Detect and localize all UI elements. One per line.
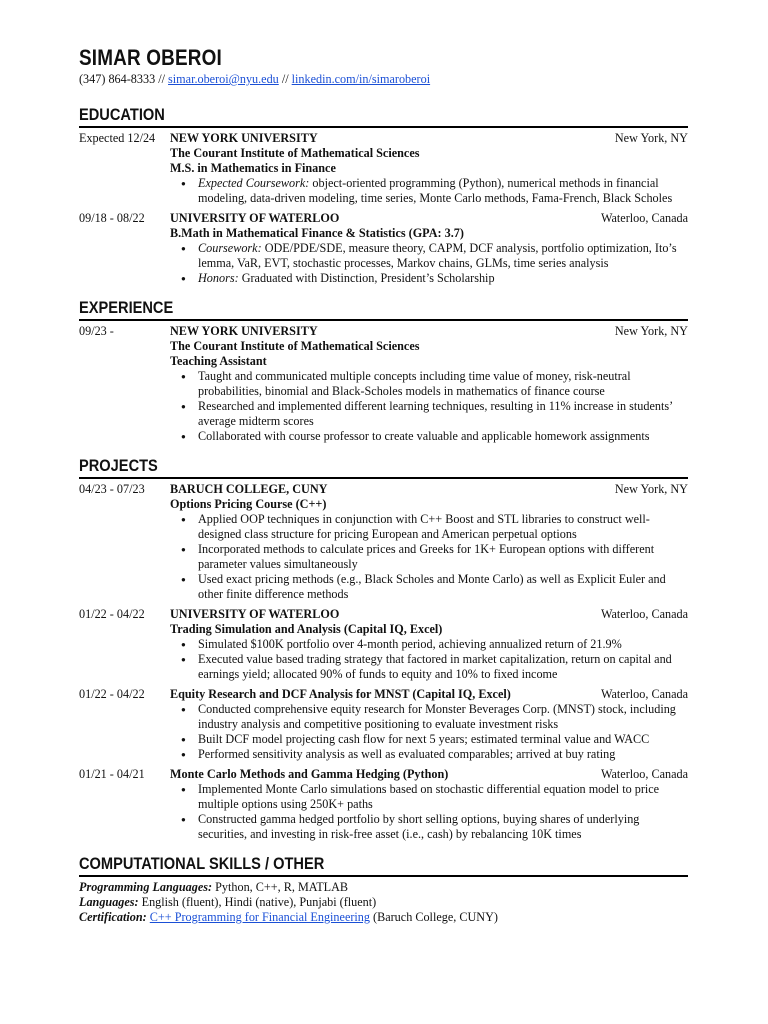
email-link[interactable]: simar.oberoi@nyu.edu — [168, 72, 279, 86]
project-entry-equity-research — [79, 687, 688, 762]
entry-subtitle: Trading Simulation and Analysis (Capital IQ, Excel) — [170, 622, 443, 636]
section-title-experience: EXPERIENCE — [79, 298, 174, 317]
entry-location: Waterloo, Canada — [600, 767, 688, 781]
linkedin-link[interactable]: linkedin.com/in/simaroberoi — [291, 72, 431, 86]
contact-separator: // — [278, 72, 292, 86]
bullet-label: Coursework: — [198, 241, 262, 255]
entry-organization: BARUCH COLLEGE, CUNY — [170, 482, 328, 496]
entry-location: New York, NY — [614, 131, 688, 145]
bullet-text: ODE/PDE/SDE, measure theory, CAPM, DCF analysis, portfolio optimization, Ito’s lemma, VaR, EVT, stochastic processes, Markov chains, GLMs, time series analysis — [198, 241, 677, 270]
bullet-text: Graduated with Distinction, President’s Scholarship — [238, 271, 495, 285]
skill-text: English (fluent), Hindi (native), Punjabi (fluent) — [138, 895, 377, 909]
entry-date: 04/23 - 07/23 — [79, 482, 145, 496]
entry-organization: UNIVERSITY OF WATERLOO — [170, 607, 340, 621]
bullet-item: ● Simulated $100K portfolio over 4-month period, achieving annualized return of 21.9% — [180, 637, 688, 652]
project-entry-trading-simulation — [79, 607, 688, 682]
bullet-item: ● Implemented Monte Carlo simulations based on stochastic differential equation model to price multiple options using 250K+ paths — [180, 782, 688, 812]
entry-date: 09/18 - 08/22 — [79, 211, 145, 225]
section-title-education: EDUCATION — [79, 105, 165, 124]
entry-location: Waterloo, Canada — [600, 607, 688, 621]
bullet-item: ● Built DCF model projecting cash flow for next 5 years; estimated terminal value and WACC — [180, 732, 688, 747]
entry-date: 01/21 - 04/21 — [79, 767, 145, 781]
project-entry-baruch — [79, 482, 688, 602]
experience-section — [79, 298, 688, 444]
entry-location: New York, NY — [614, 482, 688, 496]
resume-page — [79, 44, 688, 925]
education-entry-nyu — [79, 131, 688, 206]
projects-section — [79, 456, 688, 842]
entry-subtitle: Options Pricing Course (C++) — [170, 497, 327, 511]
certification-line — [79, 910, 688, 925]
bullet-label: Honors: — [198, 271, 239, 285]
education-section — [79, 105, 688, 286]
entry-degree: M.S. in Mathematics in Finance — [170, 161, 336, 175]
bullet-item: ● Used exact pricing methods (e.g., Black Scholes and Monte Carlo) as well as Explicit Euler and other finite difference methods — [180, 572, 688, 602]
section-divider — [79, 477, 688, 479]
bullet-item: ● Taught and communicated multiple concepts including time value of money, risk-neutral probabilities, binomial and Black-Scholes models in mathematics of finance course — [180, 369, 688, 399]
section-divider — [79, 319, 688, 321]
bullet-item: ● Applied OOP techniques in conjunction with C++ Boost and STL libraries to construct well-designed class structure for pricing European and American perpetual options — [180, 512, 688, 542]
entry-organization: Monte Carlo Methods and Gamma Hedging (Python) — [170, 767, 449, 781]
entry-location: Waterloo, Canada — [600, 211, 688, 225]
entry-organization: NEW YORK UNIVERSITY — [170, 131, 318, 145]
candidate-name: SIMAR OBEROI — [79, 45, 222, 70]
bullet-item — [180, 271, 688, 286]
languages-line — [79, 895, 688, 910]
bullet-item — [180, 176, 688, 206]
entry-role: Teaching Assistant — [170, 354, 267, 368]
section-divider — [79, 875, 688, 877]
entry-degree: B.Math in Mathematical Finance & Statistics (GPA: 3.7) — [170, 226, 464, 240]
bullet-item: ● Incorporated methods to calculate prices and Greeks for 1K+ European options with different parameter values simultaneously — [180, 542, 688, 572]
bullet-item: ● Conducted comprehensive equity research for Monster Beverages Corp. (MNST) stock, including industry analysis and competitive positioning to evaluate investment risks — [180, 702, 688, 732]
programming-languages-line — [79, 880, 688, 895]
entry-location: Waterloo, Canada — [600, 687, 688, 701]
bullet-item: ● Collaborated with course professor to create valuable and applicable homework assignments — [180, 429, 688, 444]
entry-date: Expected 12/24 — [79, 131, 156, 145]
skill-label: Certification: — [79, 910, 147, 924]
entry-date: 09/23 - — [79, 324, 114, 338]
section-title-projects: PROJECTS — [79, 456, 158, 475]
project-entry-monte-carlo — [79, 767, 688, 842]
entry-organization: Equity Research and DCF Analysis for MNST (Capital IQ, Excel) — [170, 687, 511, 701]
certification-link[interactable]: C++ Programming for Financial Engineering — [149, 910, 370, 924]
skill-text: Python, C++, R, MATLAB — [212, 880, 349, 894]
phone-number: (347) 864-8333 — [79, 72, 156, 86]
experience-entry-nyu — [79, 324, 688, 444]
section-title-skills: COMPUTATIONAL SKILLS / OTHER — [79, 854, 325, 873]
skills-section — [79, 854, 688, 925]
entry-location: New York, NY — [614, 324, 688, 338]
section-divider — [79, 126, 688, 128]
contact-separator: // — [155, 72, 169, 86]
bullet-item: ● Executed value based trading strategy that factored in market capitalization, return on capital and earnings yield; allocated 90% of funds to equity and 10% to fixed income — [180, 652, 688, 682]
contact-line — [79, 72, 688, 87]
bullet-label: Expected Coursework: — [198, 176, 310, 190]
skill-text: (Baruch College, CUNY) — [369, 910, 498, 924]
entry-organization: UNIVERSITY OF WATERLOO — [170, 211, 340, 225]
bullet-item — [180, 241, 688, 271]
entry-organization: NEW YORK UNIVERSITY — [170, 324, 318, 338]
education-entry-waterloo — [79, 211, 688, 286]
bullet-item: ● Performed sensitivity analysis as well as evaluated comparables; arrived at buy rating — [180, 747, 688, 762]
entry-subtitle: The Courant Institute of Mathematical Sciences — [170, 339, 420, 353]
bullet-text: object-oriented programming (Python), numerical methods in financial modeling, data-driven modeling, time series, Monte Carlo methods, Fama-French, Black Scholes — [198, 176, 673, 205]
skill-label: Programming Languages: — [79, 880, 213, 894]
skill-label: Languages: — [79, 895, 139, 909]
bullet-item: ● Constructed gamma hedged portfolio by short selling options, buying shares of underlying securities, and investing in risk-free asset (i.e., cash) by rebalancing 10K times — [180, 812, 688, 842]
entry-subtitle: The Courant Institute of Mathematical Sciences — [170, 146, 420, 160]
bullet-item: ● Researched and implemented different learning techniques, resulting in 11% increase in students’ average midterm scores — [180, 399, 688, 429]
entry-date: 01/22 - 04/22 — [79, 687, 145, 701]
entry-date: 01/22 - 04/22 — [79, 607, 145, 621]
